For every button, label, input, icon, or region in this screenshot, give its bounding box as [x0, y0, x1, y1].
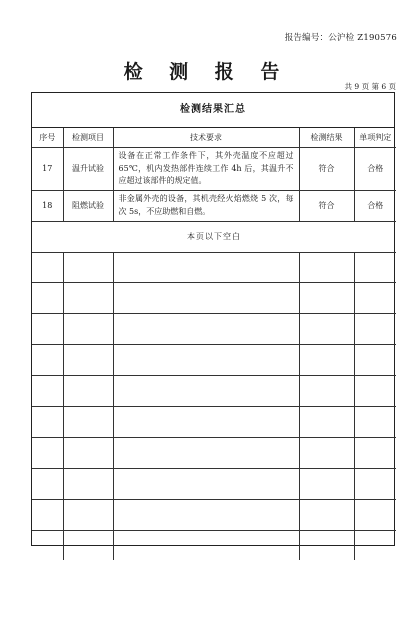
row-verdict: 合格: [354, 190, 396, 221]
summary-title: 检测结果汇总: [32, 93, 394, 128]
empty-row: [32, 437, 396, 468]
empty-row: [32, 252, 396, 283]
row-verdict: 合格: [354, 148, 396, 191]
results-sheet: [31, 92, 395, 546]
document-title: 检 测 报 告: [123, 61, 290, 83]
table-row: [32, 148, 396, 191]
empty-row: [32, 345, 396, 376]
col-header-verdict: 单项判定: [354, 128, 396, 148]
empty-row: [32, 314, 396, 345]
row-result: 符合: [299, 148, 354, 191]
blank-note-row: [32, 221, 396, 252]
page-info: 共 9 页 第 6 页: [344, 82, 396, 91]
empty-row: [32, 499, 396, 530]
row-requirement: 非金属外壳的设备，其机壳经火焰燃烧 5 次，每次 5s，不应助燃和自燃。: [113, 190, 299, 221]
row-item: 温升试验: [63, 148, 113, 191]
col-header-no: 序号: [32, 128, 63, 148]
row-no: 17: [32, 148, 63, 191]
col-header-item: 检测项目: [63, 128, 113, 148]
col-header-requirement: 技术要求: [113, 128, 299, 148]
table-row: [32, 190, 396, 221]
empty-row: [32, 376, 396, 407]
row-result: 符合: [299, 190, 354, 221]
empty-row: [32, 530, 396, 560]
table-header-row: [32, 128, 396, 148]
row-requirement: 设备在正常工作条件下，其外壳温度不应超过 65℃，机内发热部件连续工作 4h 后，其温升不应超过该部件的规定值。: [113, 148, 299, 191]
report-number: 报告编号：公沪检 Z190576: [284, 33, 397, 43]
empty-row: [32, 406, 396, 437]
results-table: [32, 128, 396, 560]
row-item: 阻燃试验: [63, 190, 113, 221]
empty-row: [32, 468, 396, 499]
col-header-result: 检测结果: [299, 128, 354, 148]
empty-row: [32, 283, 396, 314]
row-no: 18: [32, 190, 63, 221]
blank-note: 本页以下空白: [32, 221, 396, 252]
